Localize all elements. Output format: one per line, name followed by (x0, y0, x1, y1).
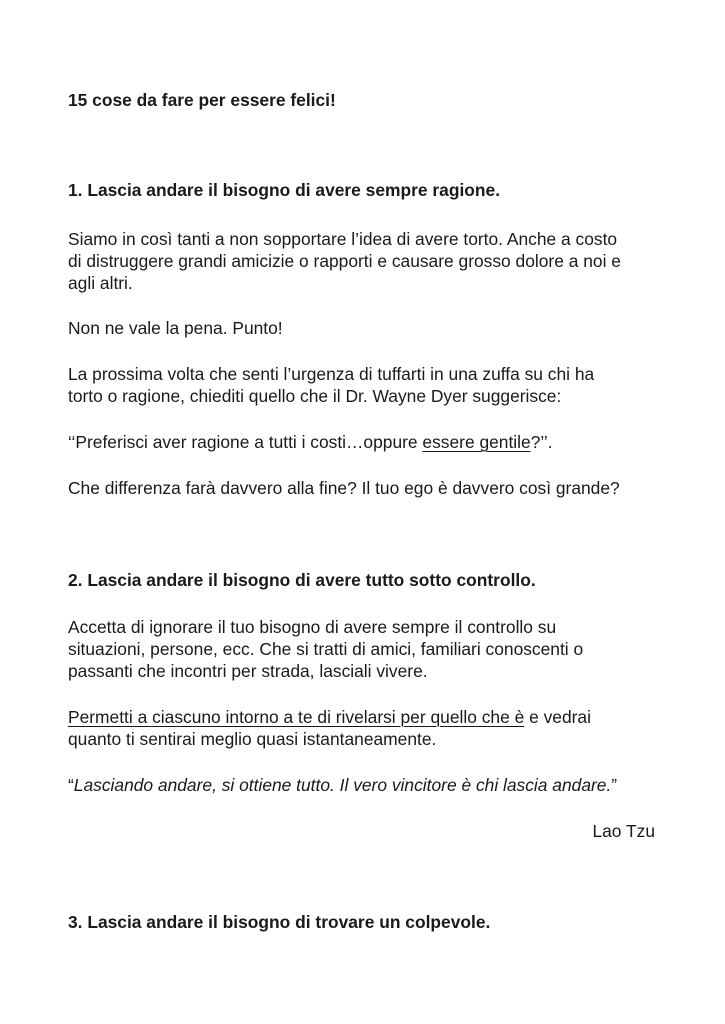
section-1-paragraph-1-line-3: agli altri. (68, 273, 133, 293)
quote-close-mark: ” (611, 775, 618, 795)
section-1-quote-end: ?’’. (530, 432, 553, 452)
section-1-quote-start: ‘‘Preferisci aver ragione a tutti i costi…oppure (68, 432, 423, 452)
section-1-paragraph-5: Che differenza farà davvero alla fine? Il tuo ego è davvero così grande? (68, 478, 620, 498)
lao-tzu-quote (68, 774, 617, 796)
section-1-quote (68, 431, 553, 453)
section-2-paragraph-1-line-3: passanti che incontri per strada, lasciali vivere. (68, 661, 428, 681)
section-2-paragraph-1-line-2: situazioni, persone, ecc. Che si tratti di amici, familiari conoscenti o (68, 639, 584, 659)
section-1-paragraph-3-line-2: torto o ragione, chiediti quello che il Dr. Wayne Dyer suggerisce: (68, 386, 562, 406)
document-title: 15 cose da fare per essere felici! (68, 90, 336, 110)
section-1-paragraph-3-line-1: La prossima volta che senti l’urgenza di tuffarti in una zuffa su chi ha (68, 364, 595, 384)
rivelarsi-link[interactable]: Permetti a ciascuno intorno a te di rivelarsi per quello che è (68, 707, 525, 727)
section-1-paragraph-2: Non ne vale la pena. Punto! (68, 318, 283, 338)
section-1-heading: 1. Lascia andare il bisogno di avere sempre ragione. (68, 180, 501, 200)
section-1-paragraph-1-line-2: di distruggere grandi amicizie o rapporti e causare grosso dolore a noi e (68, 251, 621, 271)
section-1-paragraph-1-line-1: Siamo in così tanti a non sopportare l’idea di avere torto. Anche a costo (68, 229, 618, 249)
section-2-paragraph-2-line-1 (68, 706, 591, 728)
section-3-heading: 3. Lascia andare il bisogno di trovare un colpevole. (68, 912, 491, 932)
section-2-paragraph-2-line-2: quanto ti sentirai meglio quasi istantaneamente. (68, 729, 437, 749)
quote-open-mark: “ (68, 775, 74, 795)
quote-attribution: Lao Tzu (592, 821, 655, 841)
section-2-paragraph-1-line-1: Accetta di ignorare il tuo bisogno di avere sempre il controllo su (68, 617, 557, 637)
quote-text: Lasciando andare, si ottiene tutto. Il vero vincitore è chi lascia andare. (73, 775, 612, 795)
section-2-paragraph-2-rest: e vedrai (524, 707, 591, 727)
essere-gentile-link[interactable]: essere gentile (422, 432, 531, 452)
section-2-heading: 2. Lascia andare il bisogno di avere tutto sotto controllo. (68, 570, 536, 590)
